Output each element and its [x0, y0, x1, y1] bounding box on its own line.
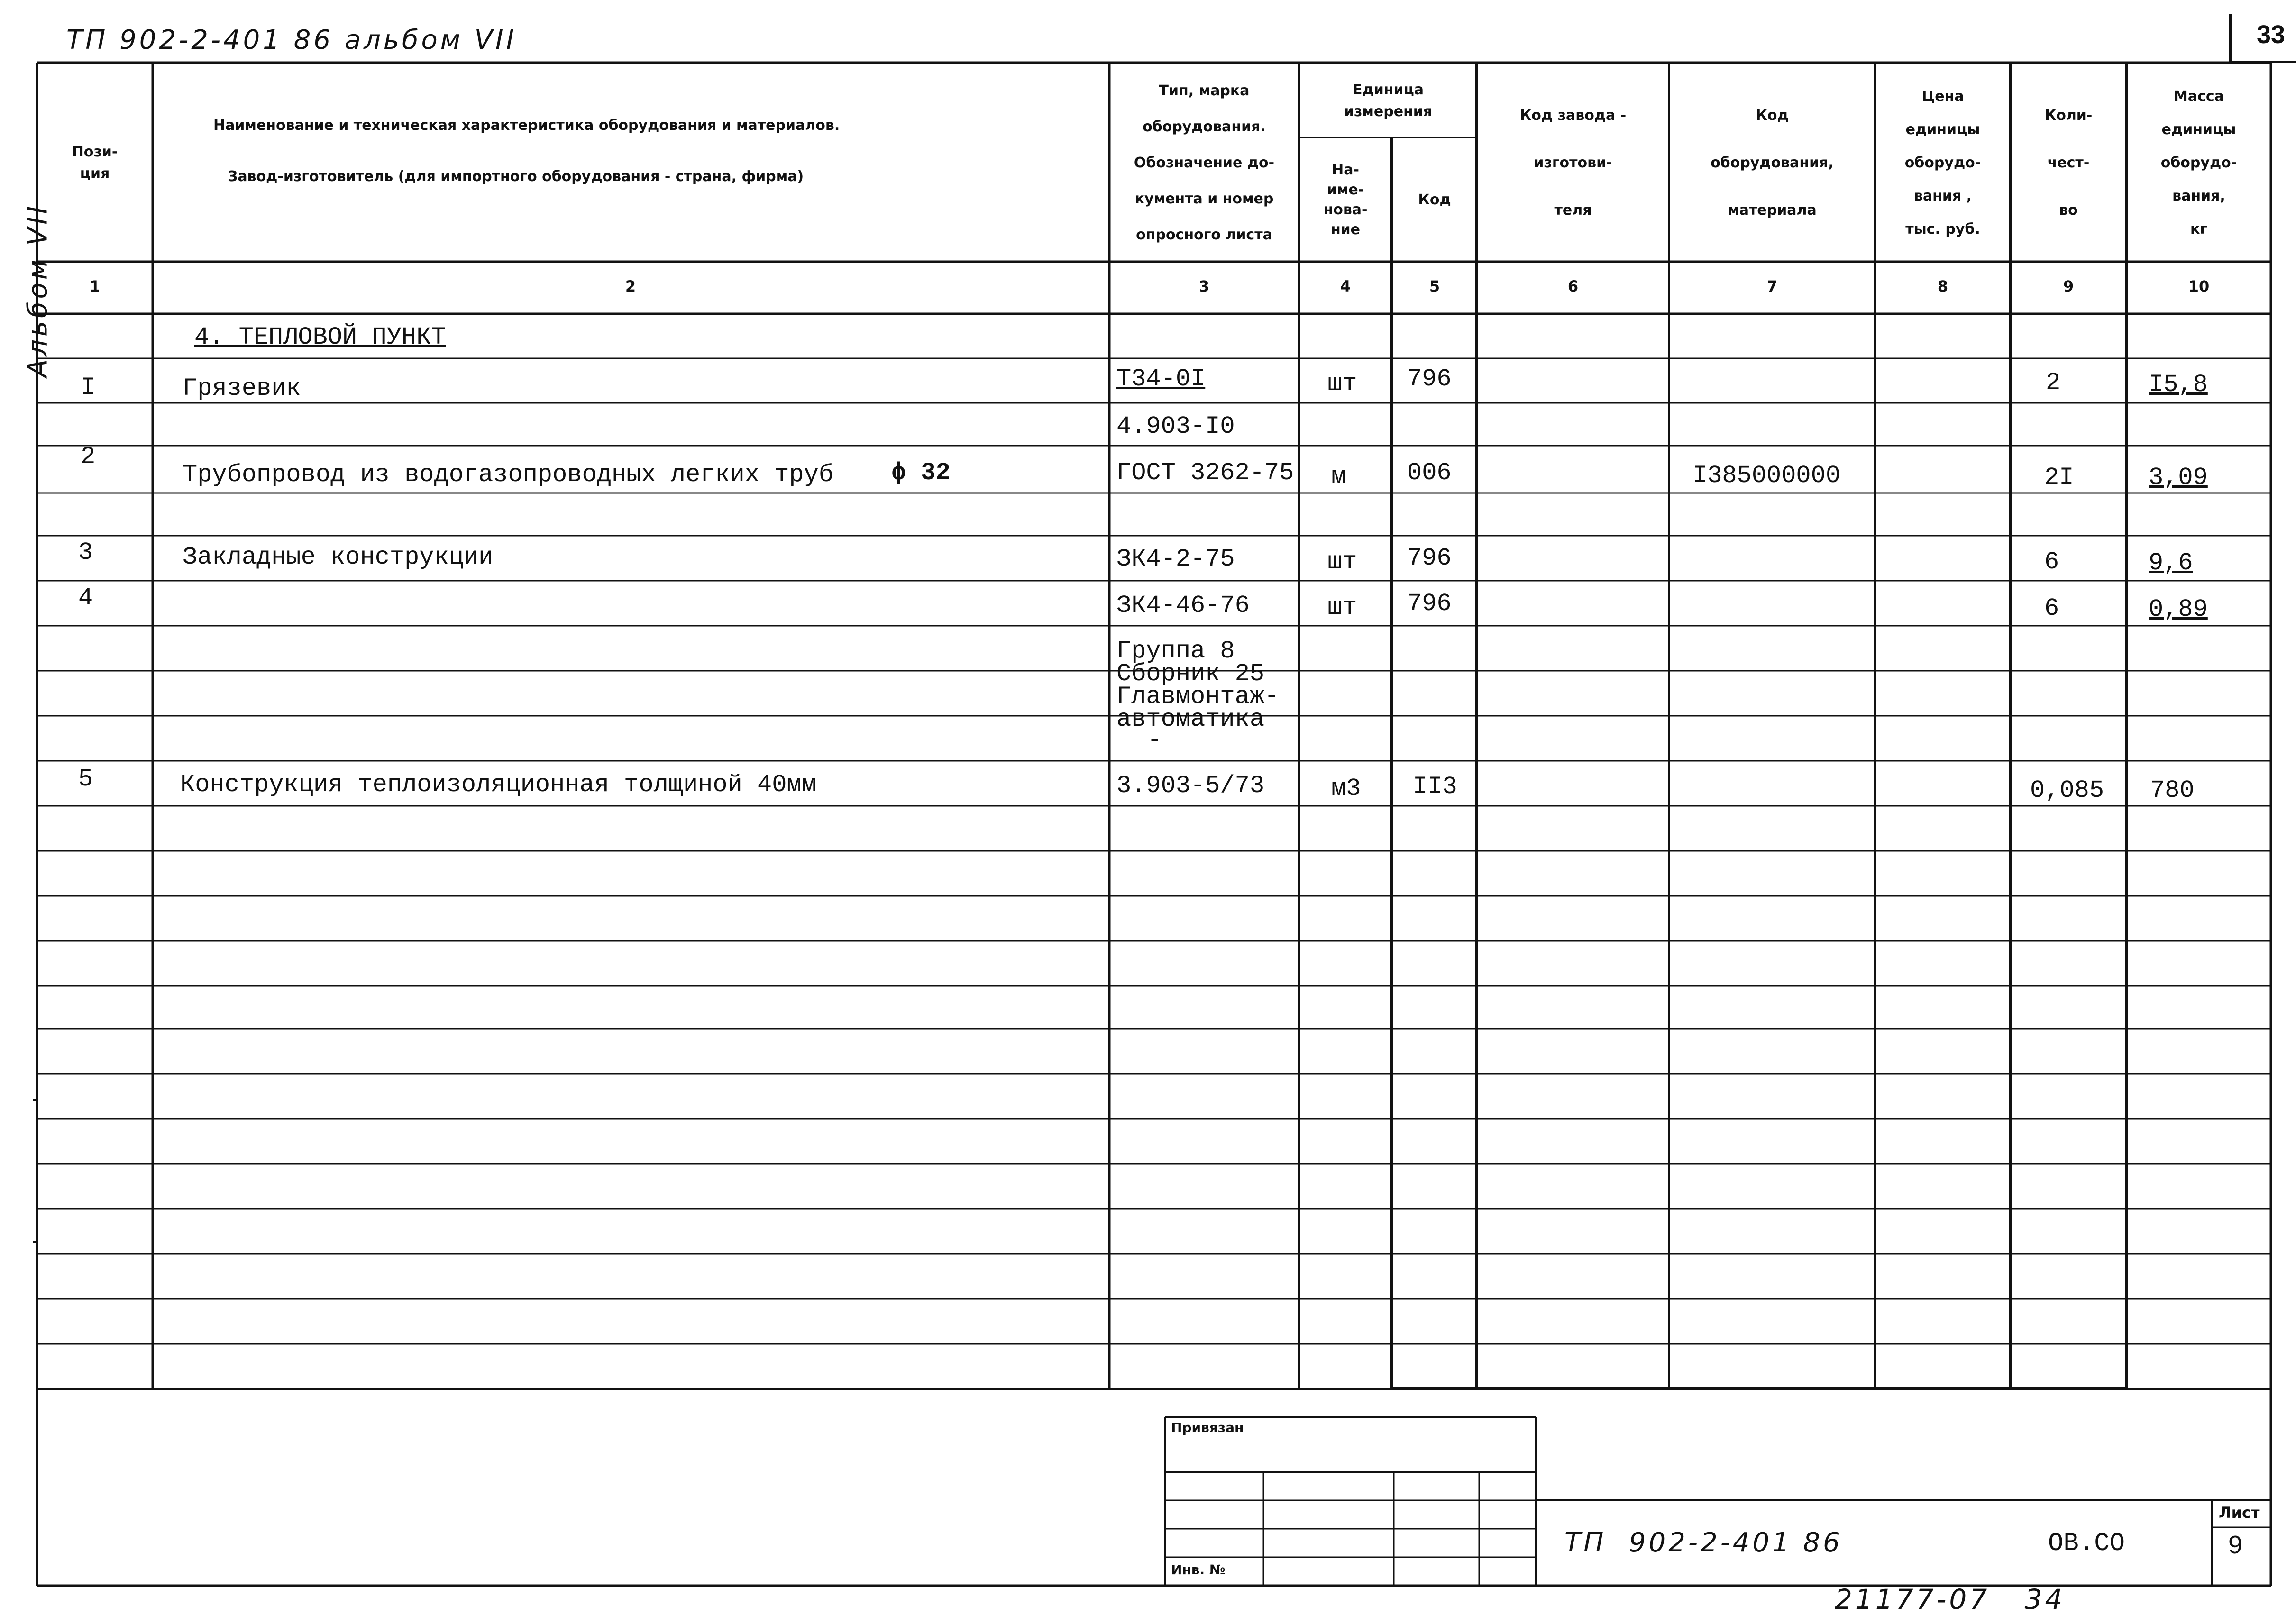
header-quantity: Коли- чест- во: [2044, 107, 2093, 219]
col-number-8: 8: [1937, 277, 1948, 295]
row2-equipment-code: I385000000: [1692, 462, 1841, 490]
row2-mass: 3,09: [2149, 464, 2208, 492]
row3-unit-code: 796: [1407, 544, 1452, 572]
row4-quantity: 6: [2044, 594, 2059, 622]
row3-unit: шт: [1327, 548, 1357, 576]
col-number-5: 5: [1429, 277, 1440, 295]
section-title: 4. ТЕПЛОВОЙ ПУНКТ: [194, 323, 446, 351]
row2-quantity: 2I: [2044, 464, 2074, 492]
row4-note-line3: Главмонтаж-: [1116, 683, 1280, 711]
row4-note-line4: автоматика: [1116, 705, 1265, 733]
row4-unit-code: 796: [1407, 590, 1452, 618]
header-position: Пози- ция: [72, 144, 118, 182]
col-number-4: 4: [1340, 277, 1351, 295]
row3-mass: 9,6: [2149, 549, 2193, 577]
row3-quantity: 6: [2044, 548, 2059, 576]
row3-position: 3: [78, 538, 93, 566]
row1-unit: шт: [1327, 370, 1357, 398]
row5-quantity: 0,085: [2030, 776, 2104, 804]
row3-name: Закладные конструкции: [183, 543, 494, 571]
col-number-7: 7: [1766, 277, 1778, 295]
header-name-line2: Завод-изготовитель (для импортного оборудования - страна, фирма): [228, 168, 804, 185]
stamp-inventory-label: Инв. №: [1171, 1562, 1226, 1578]
header-name-line1: Наименование и техническая характеристика оборудования и материалов.: [213, 117, 840, 134]
row2-name: Трубопровод из водогазопроводных легких труб: [183, 461, 834, 489]
row2-diameter: ɸ 32: [891, 459, 951, 487]
row1-mass: I5,8: [2149, 371, 2208, 399]
header-equipment-code: Код оборудования, материала: [1711, 107, 1834, 219]
col-number-10: 10: [2188, 277, 2210, 295]
stamp-sheet-label: Лист: [2219, 1504, 2260, 1522]
bottom-registration-number: 21177-07 34: [1835, 1583, 2066, 1615]
row2-unit-code: 006: [1407, 459, 1452, 487]
header-type-mark: Тип, марка оборудования. Обозначение до- кумента и номер опросного листа: [1134, 82, 1275, 243]
row2-type: ГОСТ 3262-75: [1116, 459, 1294, 487]
row1-type: Т34-0I: [1116, 365, 1206, 393]
row5-unit-code: II3: [1413, 773, 1457, 801]
sheet-number-top: 33: [2257, 20, 2286, 49]
row5-unit: м3: [1331, 775, 1361, 803]
col-number-6: 6: [1567, 277, 1579, 295]
row2-unit: м: [1331, 463, 1346, 491]
row4-unit: шт: [1327, 593, 1357, 621]
col-number-3: 3: [1198, 277, 1210, 295]
stamp-document-mark: ОВ.СО: [2048, 1529, 2125, 1558]
row3-type: ЗК4-2-75: [1116, 545, 1235, 573]
col-number-2: 2: [625, 277, 636, 295]
row4-note-line5: -: [1147, 726, 1162, 754]
row4-type: ЗК4-46-76: [1116, 592, 1250, 620]
header-unit-mass: Масса единицы оборудо- вания, кг: [2160, 88, 2237, 237]
row4-mass: 0,89: [2149, 595, 2208, 623]
row1-position: I: [81, 374, 96, 401]
row2-position: 2: [81, 443, 96, 471]
header-manufacturer-code: Код завода - изготови- теля: [1519, 107, 1627, 219]
row5-name: Конструкция теплоизоляционная толщиной 40мм: [180, 771, 816, 799]
stamp-document-code: ТП 902-2-401 86: [1564, 1527, 1843, 1558]
row5-mass: 780: [2150, 776, 2195, 804]
side-album-label: Альбом VII: [22, 203, 54, 378]
col-number-9: 9: [2063, 277, 2074, 295]
row1-type-continued: 4.903-I0: [1116, 412, 1235, 440]
row4-position: 4: [78, 584, 93, 612]
stamp-sheet-value: 9: [2228, 1531, 2243, 1559]
header-unit-code: Код: [1418, 192, 1451, 208]
row5-position: 5: [78, 765, 93, 793]
stamp-attached-label: Привязан: [1171, 1420, 1244, 1435]
header-unit-group: Единица измерения: [1344, 82, 1433, 120]
header-unit-price: Цена единицы оборудо- вания , тыс. руб.: [1904, 88, 1981, 237]
row5-type: 3.903-5/73: [1116, 772, 1265, 800]
row1-name: Грязевик: [183, 374, 301, 402]
row1-quantity: 2: [2046, 369, 2061, 397]
document-code-top: ТП 902-2-401 86 альбом VII: [66, 25, 517, 55]
row4-note-line1: Группа 8: [1116, 637, 1235, 665]
col-number-1: 1: [89, 277, 101, 295]
header-unit-name: На- име- нова- ние: [1323, 162, 1368, 238]
row1-unit-code: 796: [1407, 365, 1452, 393]
row4-note-line2: Сборник 25: [1116, 660, 1265, 688]
